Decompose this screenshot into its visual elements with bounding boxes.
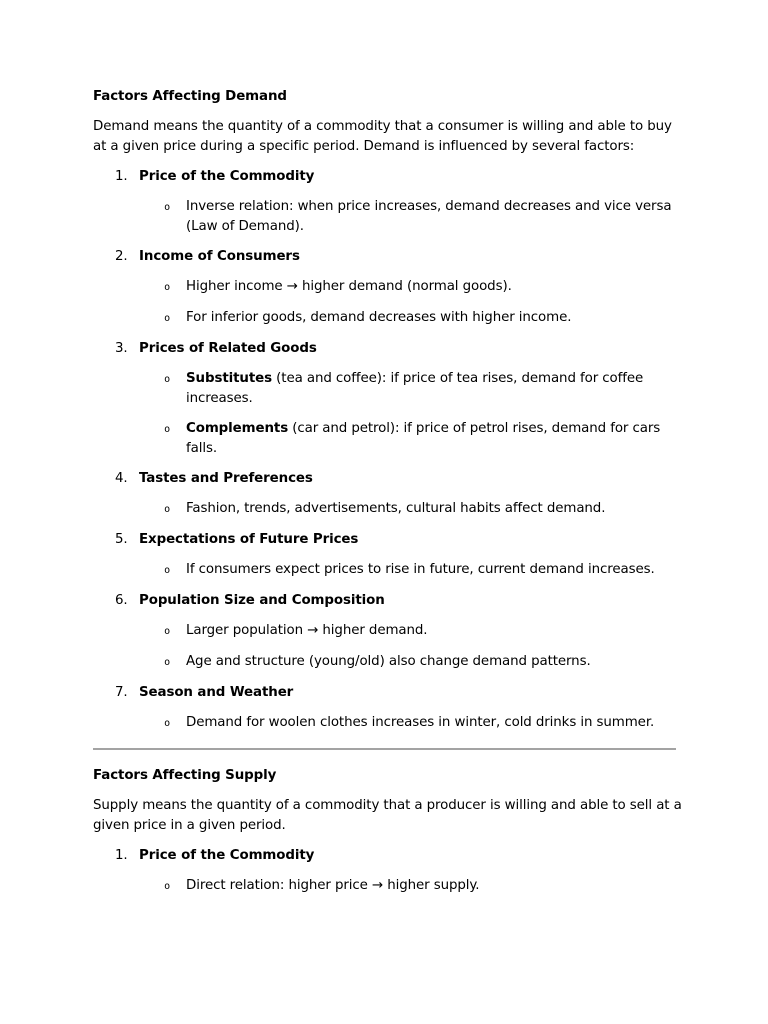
- list-number: [93, 339, 139, 359]
- point-term: Substitutes: [186, 371, 273, 386]
- hollow-bullet-icon: o: [164, 282, 170, 293]
- list-number-label: 5.: [115, 532, 128, 547]
- list-number-label: 6.: [115, 593, 128, 608]
- supply-intro-paragraph: Supply means the quantity of a commodity that a producer is willing and able to sell at a given price in a given period.: [93, 798, 682, 833]
- point-item: [93, 621, 683, 642]
- point-description: If consumers expect prices to rise in future, current demand increases.: [186, 562, 655, 577]
- list-number: [93, 247, 139, 267]
- factor-title: Population Size and Composition: [139, 593, 385, 608]
- list-number-label: 4.: [115, 471, 128, 486]
- supply-section: [93, 766, 683, 897]
- section-divider: [93, 748, 676, 750]
- factor-heading: [93, 339, 683, 359]
- factor-item: [93, 530, 683, 581]
- list-number: [93, 167, 139, 187]
- point-item: [93, 277, 683, 298]
- point-description: Fashion, trends, advertisements, cultural habits affect demand.: [186, 501, 606, 516]
- factor-item: [93, 167, 683, 237]
- point-text: [186, 876, 683, 897]
- factor-title: Income of Consumers: [139, 249, 300, 264]
- point-item: [93, 369, 683, 409]
- point-text: [186, 621, 683, 642]
- demand-section: [93, 87, 683, 734]
- point-text: [186, 277, 683, 298]
- factor-points: [93, 197, 683, 237]
- point-text: [186, 308, 683, 329]
- list-number: [93, 591, 139, 611]
- list-number-label: 7.: [115, 685, 128, 700]
- point-description: Age and structure (young/old) also change demand patterns.: [186, 654, 591, 669]
- factor-heading: [93, 469, 683, 489]
- demand-intro-paragraph: Demand means the quantity of a commodity that a consumer is willing and able to buy at a given price during a specific period. Demand is influenced by several factors:: [93, 119, 672, 154]
- factor-item: [93, 846, 683, 897]
- point-text: [186, 369, 683, 409]
- demand-section-title: Factors Affecting Demand: [93, 89, 287, 104]
- point-text: [186, 419, 683, 459]
- factor-title: Season and Weather: [139, 685, 294, 700]
- point-text: [186, 560, 683, 581]
- hollow-bullet-icon: o: [164, 313, 170, 324]
- list-number-label: 2.: [115, 249, 128, 264]
- factor-points: [93, 713, 683, 734]
- demand-factor-list: [93, 167, 683, 734]
- point-item: [93, 652, 683, 673]
- factor-item: [93, 591, 683, 673]
- point-item: [93, 876, 683, 897]
- point-term: Complements: [186, 421, 289, 436]
- point-description: Inverse relation: when price increases, demand decreases and vice versa (Law of Demand).: [186, 199, 672, 234]
- factor-title: Expectations of Future Prices: [139, 532, 359, 547]
- supply-section-title: Factors Affecting Supply: [93, 768, 277, 783]
- factor-heading: [93, 846, 683, 866]
- hollow-bullet-icon: o: [164, 565, 170, 576]
- list-number: [93, 469, 139, 489]
- list-number-label: 1.: [115, 848, 128, 863]
- point-description: Higher income → higher demand (normal goods).: [186, 279, 512, 294]
- factor-points: [93, 621, 683, 673]
- point-description: (tea and coffee): if price of tea rises, demand for coffee increases.: [186, 371, 644, 406]
- point-item: [93, 308, 683, 329]
- list-number: [93, 530, 139, 550]
- hollow-bullet-icon: o: [164, 504, 170, 515]
- point-description: (car and petrol): if price of petrol rises, demand for cars falls.: [186, 421, 661, 456]
- point-text: [186, 499, 683, 520]
- factor-title: Tastes and Preferences: [139, 471, 313, 486]
- point-description: For inferior goods, demand decreases with higher income.: [186, 310, 572, 325]
- factor-points: [93, 277, 683, 329]
- point-text: [186, 652, 683, 673]
- factor-item: [93, 469, 683, 520]
- hollow-bullet-icon: o: [164, 424, 170, 435]
- factor-item: [93, 683, 683, 734]
- factor-points: [93, 499, 683, 520]
- point-description: Larger population → higher demand.: [186, 623, 428, 638]
- hollow-bullet-icon: o: [164, 626, 170, 637]
- hollow-bullet-icon: o: [164, 657, 170, 668]
- factor-heading: [93, 683, 683, 703]
- list-number-label: 3.: [115, 341, 128, 356]
- hollow-bullet-icon: o: [164, 202, 170, 213]
- list-number-label: 1.: [115, 169, 128, 184]
- point-item: [93, 713, 683, 734]
- factor-points: [93, 369, 683, 459]
- factor-points: [93, 560, 683, 581]
- factor-title: Prices of Related Goods: [139, 341, 317, 356]
- factor-points: [93, 876, 683, 897]
- list-number: [93, 683, 139, 703]
- point-item: [93, 560, 683, 581]
- point-item: [93, 419, 683, 459]
- factor-heading: [93, 530, 683, 550]
- factor-heading: [93, 167, 683, 187]
- point-description: Demand for woolen clothes increases in winter, cold drinks in summer.: [186, 715, 655, 730]
- factor-item: [93, 339, 683, 459]
- factor-heading: [93, 247, 683, 267]
- point-item: [93, 499, 683, 520]
- point-text: [186, 197, 683, 237]
- hollow-bullet-icon: o: [164, 718, 170, 729]
- factor-heading: [93, 591, 683, 611]
- point-description: Direct relation: higher price → higher supply.: [186, 878, 480, 893]
- document-body: [93, 87, 683, 907]
- factor-item: [93, 247, 683, 329]
- hollow-bullet-icon: o: [164, 881, 170, 892]
- list-number: [93, 846, 139, 866]
- factor-title: Price of the Commodity: [139, 848, 315, 863]
- point-item: [93, 197, 683, 237]
- hollow-bullet-icon: o: [164, 374, 170, 385]
- factor-title: Price of the Commodity: [139, 169, 315, 184]
- point-text: [186, 713, 683, 734]
- supply-factor-list: [93, 846, 683, 897]
